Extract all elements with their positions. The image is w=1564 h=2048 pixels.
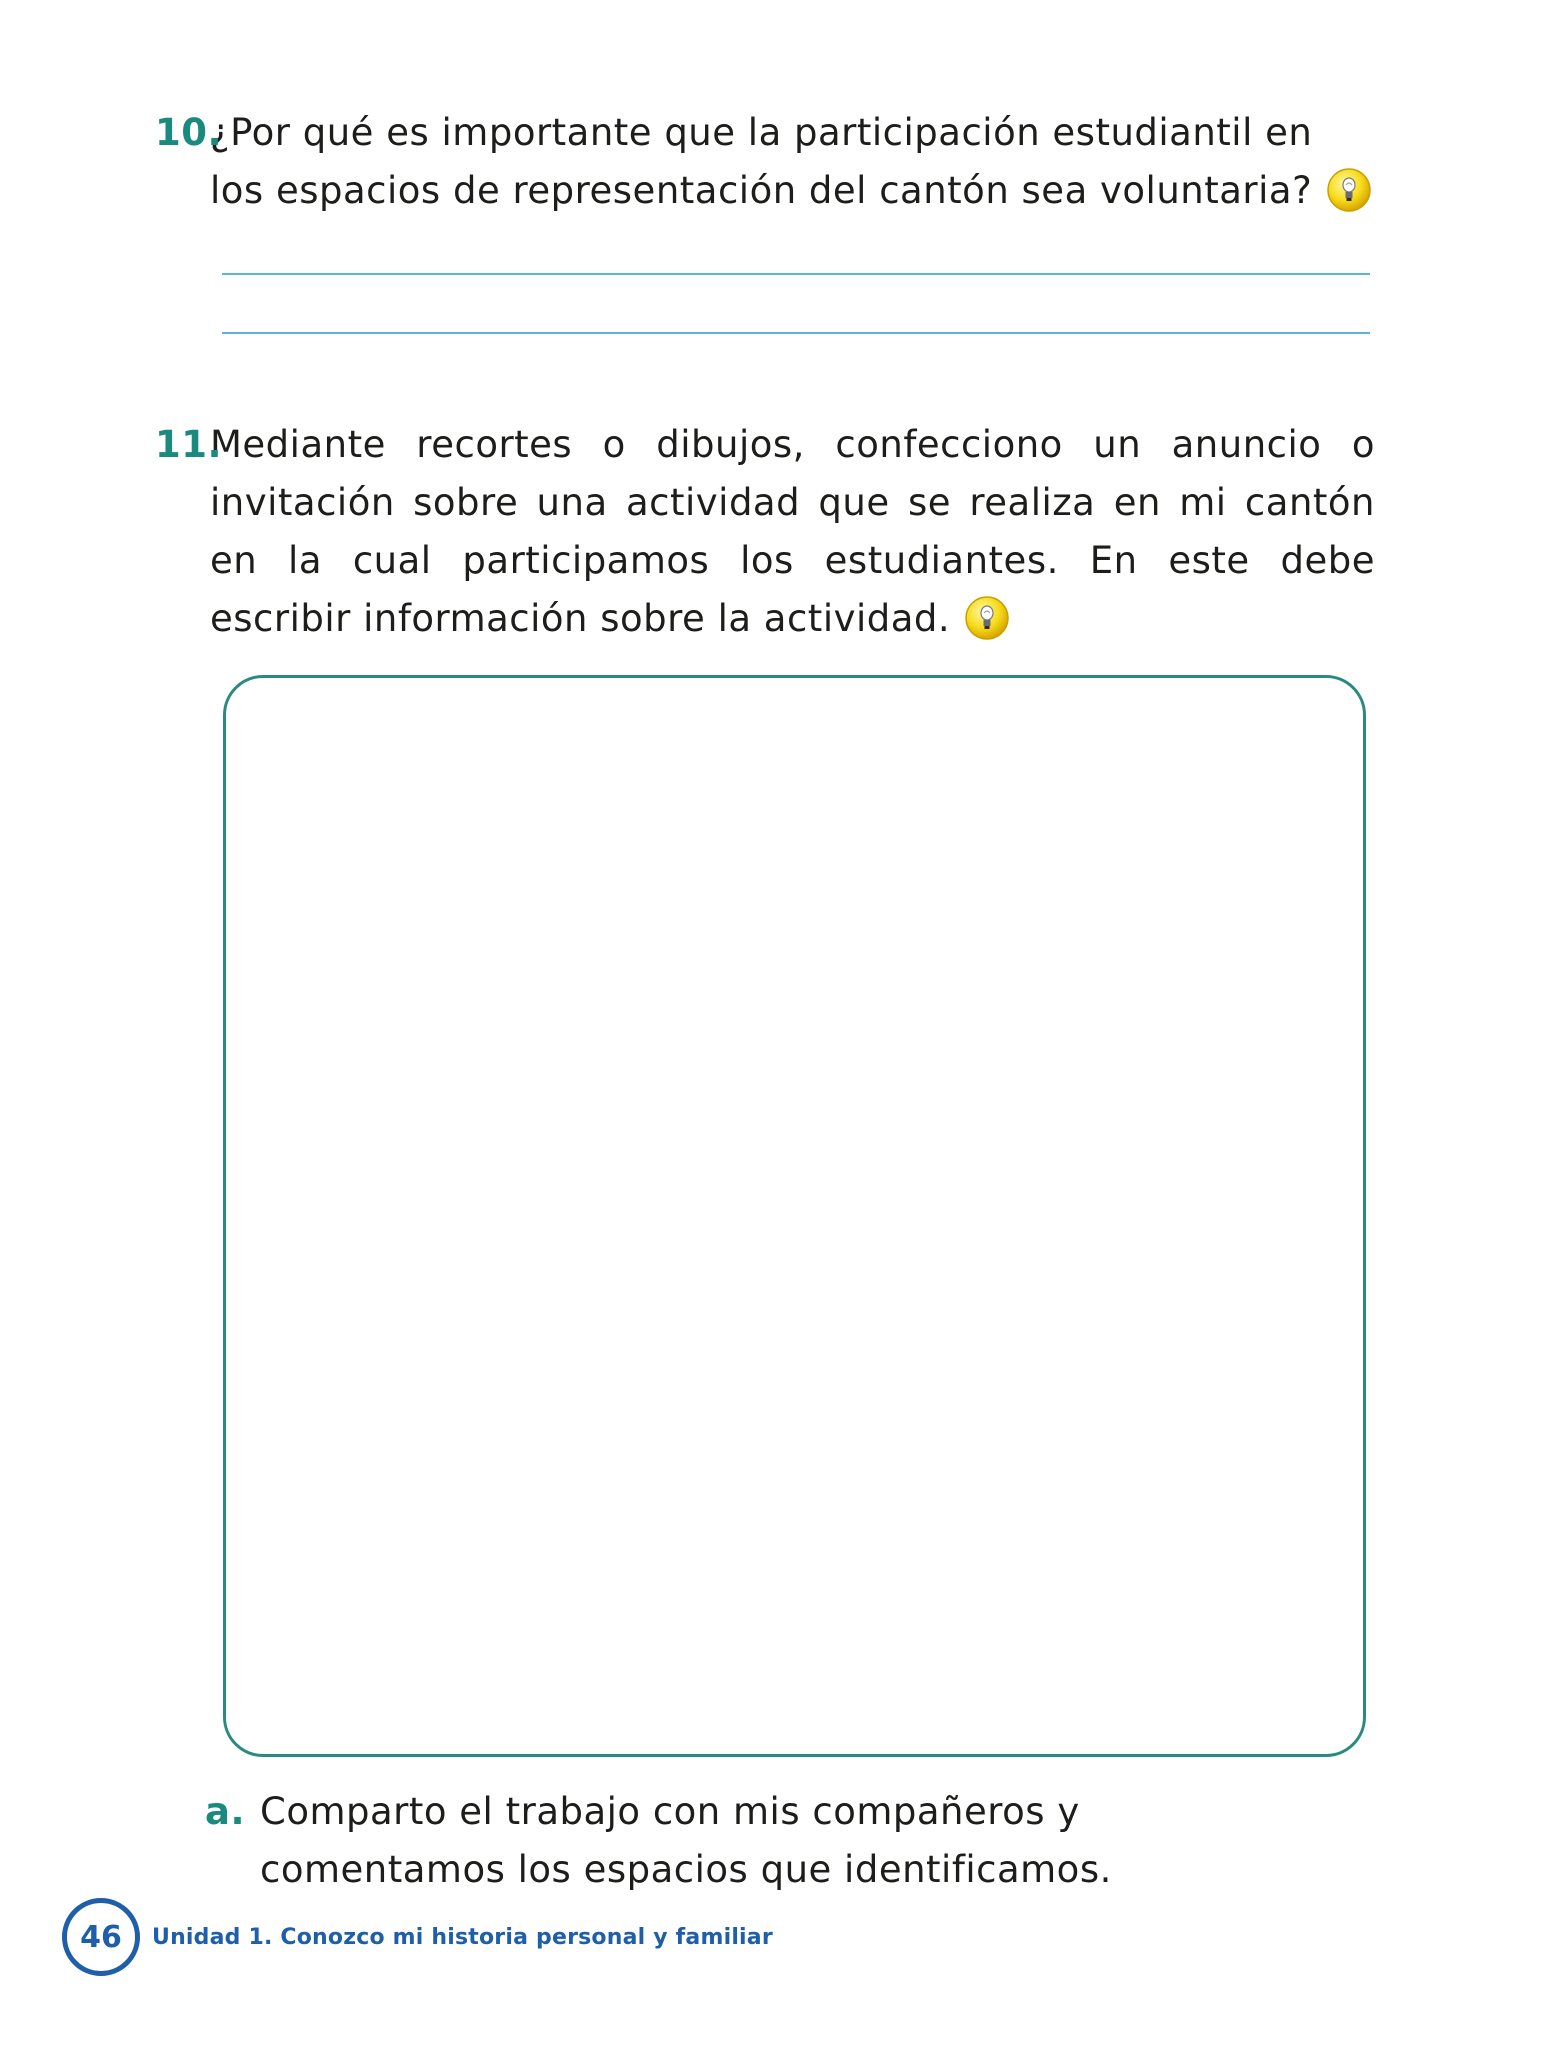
drawing-area-box[interactable] (223, 675, 1366, 1757)
answer-line-1[interactable] (222, 273, 1370, 275)
question-text-wrapper (155, 104, 1375, 220)
answer-line-2[interactable] (222, 332, 1370, 334)
question-11 (155, 416, 1375, 648)
lightbulb-icon (964, 595, 1010, 641)
question-text: Mediante recortes o dibujos, confecciono un anuncio o invitación sobre una actividad que se realiza en mi cantón en la cual participamos los estudiantes. En este debe escribir información sobre la actividad. (210, 423, 1375, 640)
question-number: 10. (155, 111, 223, 154)
lightbulb-icon (1326, 167, 1372, 213)
subitem-a (205, 1783, 1335, 1899)
page-number: 46 (62, 1898, 140, 1976)
question-text: ¿Por qué es importante que la participación estudiantil en los espacios de representación del cantón sea voluntaria? (210, 111, 1313, 212)
subitem-letter: a. (205, 1790, 246, 1833)
page-footer (62, 1897, 773, 1977)
question-number: 11. (155, 423, 223, 466)
subitem-text: Comparto el trabajo con mis compañeros y comentamos los espacios que identificamos. (260, 1790, 1112, 1891)
question-10 (155, 104, 1375, 220)
question-text-wrapper (155, 416, 1375, 648)
unit-title: Unidad 1. Conozco mi historia personal y familiar (152, 1924, 773, 1950)
